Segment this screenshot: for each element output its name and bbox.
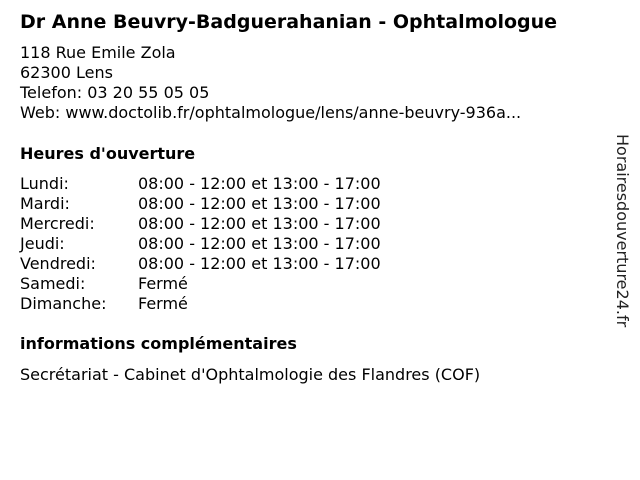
- address-block: [20, 43, 521, 123]
- day-hours: 08:00 - 12:00 et 13:00 - 17:00: [138, 234, 381, 253]
- info-heading: informations complémentaires: [20, 334, 297, 353]
- day-hours: Fermé: [138, 274, 188, 293]
- day-label: Jeudi:: [20, 234, 65, 253]
- website: Web: www.doctolib.fr/ophtalmologue/lens/anne-beuvry-936a...: [20, 103, 522, 122]
- day-hours: 08:00 - 12:00 et 13:00 - 17:00: [138, 254, 381, 273]
- hours-heading: Heures d'ouverture: [20, 144, 196, 163]
- day-label: Lundi:: [20, 174, 69, 193]
- city: 62300 Lens: [20, 63, 113, 82]
- day-label: Vendredi:: [20, 254, 96, 273]
- day-label: Mercredi:: [20, 214, 95, 233]
- day-label: Samedi:: [20, 274, 86, 293]
- day-hours: 08:00 - 12:00 et 13:00 - 17:00: [138, 174, 381, 193]
- page-title: Dr Anne Beuvry-Badguerahanian - Ophtalmologue: [20, 11, 558, 33]
- day-hours: Fermé: [138, 294, 188, 313]
- day-hours: 08:00 - 12:00 et 13:00 - 17:00: [138, 214, 381, 233]
- day-hours: 08:00 - 12:00 et 13:00 - 17:00: [138, 194, 381, 213]
- street-address: 118 Rue Emile Zola: [20, 43, 176, 62]
- site-watermark: Horairesdouverture24.fr: [613, 134, 632, 328]
- day-label: Dimanche:: [20, 294, 107, 313]
- info-text: Secrétariat - Cabinet d'Ophtalmologie des Flandres (COF): [20, 365, 481, 384]
- phone-number: Telefon: 03 20 55 05 05: [20, 83, 210, 102]
- day-label: Mardi:: [20, 194, 70, 213]
